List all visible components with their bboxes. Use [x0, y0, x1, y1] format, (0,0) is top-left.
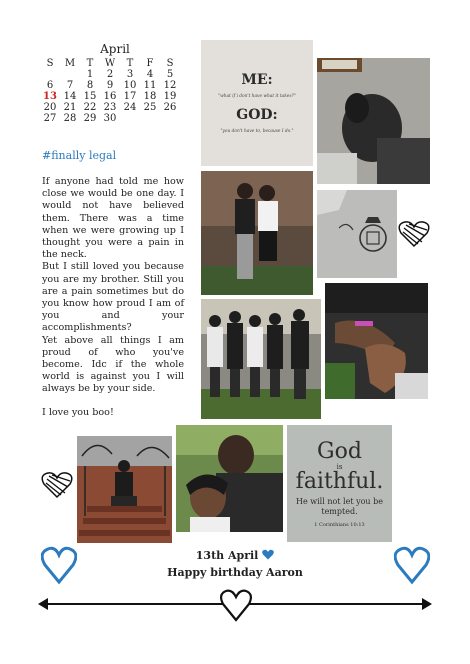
april-calendar — [40, 42, 190, 124]
photo-person-on-stairs — [77, 436, 172, 543]
calendar-day — [140, 113, 160, 124]
letter-closing: I love you boo! — [42, 406, 114, 418]
calendar-day: 7 — [66, 80, 74, 91]
me-label: ME: — [241, 72, 273, 88]
calendar-grid — [40, 58, 190, 124]
calendar-day: 13 — [43, 91, 57, 102]
calendar-day: 18 — [143, 91, 157, 102]
calendar-weekday: M — [64, 58, 76, 69]
calendar-day: 4 — [146, 69, 154, 80]
calendar-day: 26 — [163, 102, 177, 113]
calendar-day: 14 — [63, 91, 77, 102]
calendar-weekday: T — [86, 58, 94, 69]
calendar-day: 24 — [123, 102, 137, 113]
calendar-weekday: T — [126, 58, 134, 69]
faithful-god: God — [317, 439, 362, 464]
calendar-day: 12 — [163, 80, 177, 91]
me-god-quote-card — [201, 40, 313, 166]
photo-couple-selfie — [176, 425, 283, 532]
calendar-day: 23 — [103, 102, 117, 113]
faithful-reference: 1 Corinthians 10:13 — [314, 522, 365, 528]
letter-paragraph: Yet above all things I am proud of who you've become. Idc if the whole world is against you I will always be by your side. — [42, 334, 184, 395]
calendar-weekday: F — [146, 58, 154, 69]
small-blue-heart-icon — [262, 549, 274, 560]
god-label: GOD: — [236, 107, 278, 123]
photo-holding-hands — [325, 283, 428, 399]
calendar-month: April — [100, 42, 130, 56]
calendar-day: 27 — [43, 113, 57, 124]
calendar-day: 22 — [83, 102, 97, 113]
god-is-faithful-card — [287, 425, 392, 542]
photo-real-madrid-jersey — [317, 190, 397, 278]
calendar-day: 10 — [123, 80, 137, 91]
calendar-weekday: S — [46, 58, 54, 69]
calendar-day: 16 — [103, 91, 117, 102]
calendar-day: 6 — [46, 80, 54, 91]
calendar-day — [120, 113, 140, 124]
calendar-day — [40, 69, 60, 80]
calendar-day: 29 — [83, 113, 97, 124]
faithful-is: is — [336, 463, 343, 471]
god-text: "you don't have to, because I do." — [220, 129, 294, 134]
calendar-day — [160, 113, 180, 124]
scribble-heart-icon — [41, 471, 73, 499]
photo-person-headphones — [317, 58, 430, 184]
hashtag: #finally legal — [42, 149, 117, 162]
birthday-message: Happy birthday Aaron — [167, 566, 303, 579]
calendar-day: 5 — [166, 69, 174, 80]
faithful-promise: He will not let you be tempted. — [296, 497, 383, 516]
calendar-day: 17 — [123, 91, 137, 102]
calendar-day — [60, 69, 80, 80]
calendar-day: 30 — [103, 113, 117, 124]
outline-heart-icon — [221, 591, 251, 620]
birthday-date: 13th April — [195, 549, 259, 562]
me-text: "what if i don't have what it takes?" — [218, 94, 296, 99]
letter-paragraph: But I still loved you because you are my brother. Still you are a pain sometimes but do you know how proud I am of you and your accomplishments? — [42, 261, 184, 334]
letter-paragraph: If anyone had told me how close we would be one day. I would not have believed them. There was a time when we were growing up I thought you were a pain in the neck. — [42, 176, 184, 261]
calendar-day: 25 — [143, 102, 157, 113]
calendar-weekday: S — [166, 58, 174, 69]
calendar-day: 15 — [83, 91, 97, 102]
calendar-day: 28 — [63, 113, 77, 124]
calendar-day: 11 — [143, 80, 157, 91]
calendar-day: 21 — [63, 102, 77, 113]
photo-two-people-outdoors — [201, 171, 313, 295]
calendar-day: 3 — [126, 69, 134, 80]
calendar-day: 20 — [43, 102, 57, 113]
calendar-day: 19 — [163, 91, 177, 102]
faithful-word: faithful. — [295, 469, 384, 494]
birthday-date-line — [0, 549, 470, 562]
calendar-day: 1 — [86, 69, 94, 80]
double-arrow-icon — [38, 582, 432, 622]
scribble-heart-icon — [398, 220, 430, 248]
calendar-day: 9 — [106, 80, 114, 91]
calendar-day: 2 — [106, 69, 114, 80]
calendar-weekday: W — [104, 58, 116, 69]
calendar-day: 8 — [86, 80, 94, 91]
photo-group-of-friends — [201, 299, 321, 419]
birthday-letter — [42, 176, 184, 419]
